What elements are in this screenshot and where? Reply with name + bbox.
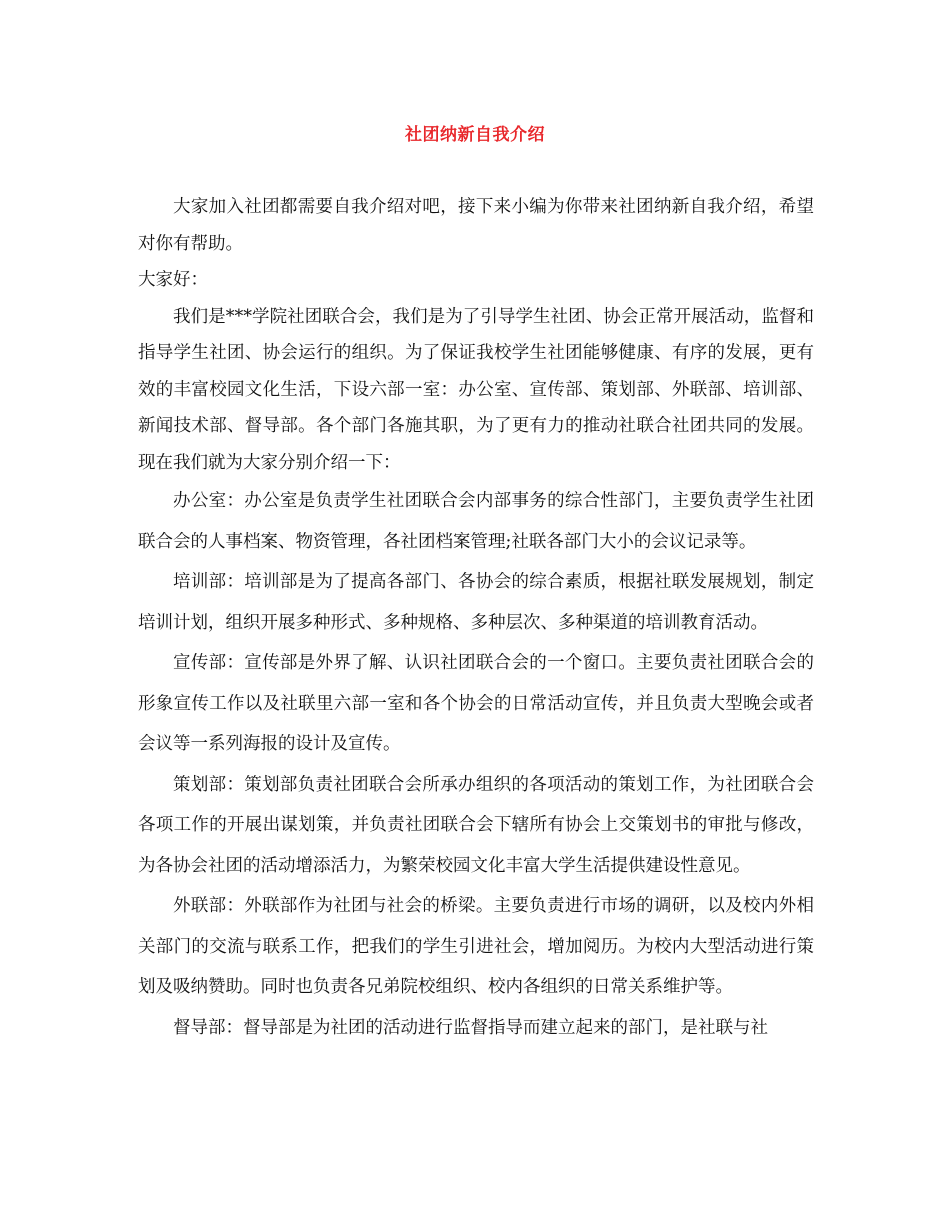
document-title: 社团纳新自我介绍: [405, 125, 545, 145]
training-paragraph: 培训部：培训部是为了提高各部门、各协会的综合素质，根据社联发展规划，制定培训计划，组织开展多种形式、多种规格、多种层次、多种渠道的培训教育活动。: [138, 572, 814, 633]
overview-paragraph: 我们是***学院社团联合会，我们是为了引导学生社团、协会正常开展活动，监督和指导学生社团、协会运行的组织。为了保证我校学生社团能够健康、有序的发展，更有效的丰富校园文化生活，下设六部一室：办公室、宣传部、策划部、外联部、培训部、新闻技术部、督导部。各个部门各施其职，为了更有力的推动社联合社团共同的发展。现在我们就为大家分别介绍一下：: [138, 306, 814, 473]
publicity-paragraph: 宣传部：宣传部是外界了解、认识社团联合会的一个窗口。主要负责社团联合会的形象宣传工作以及社联里六部一室和各个协会的日常活动宣传，并且负责大型晚会或者会议等一系列海报的设计及宣传。: [138, 653, 814, 754]
office-paragraph: 办公室：办公室是负责学生社团联合会内部事务的综合性部门，主要负责学生社团联合会的人事档案、物资管理，各社团档案管理;社联各部门大小的会议记录等。: [138, 491, 814, 552]
intro-paragraph: 大家加入社团都需要自我介绍对吧，接下来小编为你带来社团纳新自我介绍，希望对你有帮助。: [138, 197, 814, 254]
document-body: [138, 189, 814, 1048]
supervision-paragraph: 督导部：督导部是为社团的活动进行监督指导而建立起来的部门，是社联与社: [173, 1017, 768, 1038]
external-relations-paragraph: 外联部：外联部作为社团与社会的桥梁。主要负责进行市场的调研，以及校内外相关部门的交流与联系工作，把我们的学生引进社会，增加阅历。为校内大型活动进行策划及吸纳赞助。同时也负责各兄弟院校组织、校内各组织的日常关系维护等。: [138, 896, 814, 997]
planning-paragraph: 策划部：策划部负责社团联合会所承办组织的各项活动的策划工作，为社团联合会各项工作的开展出谋划策，并负责社团联合会下辖所有协会上交策划书的审批与修改，为各协会社团的活动增添活力，为繁荣校园文化丰富大学生活提供建设性意见。: [138, 774, 814, 876]
greeting-paragraph: 大家好：: [138, 270, 208, 290]
